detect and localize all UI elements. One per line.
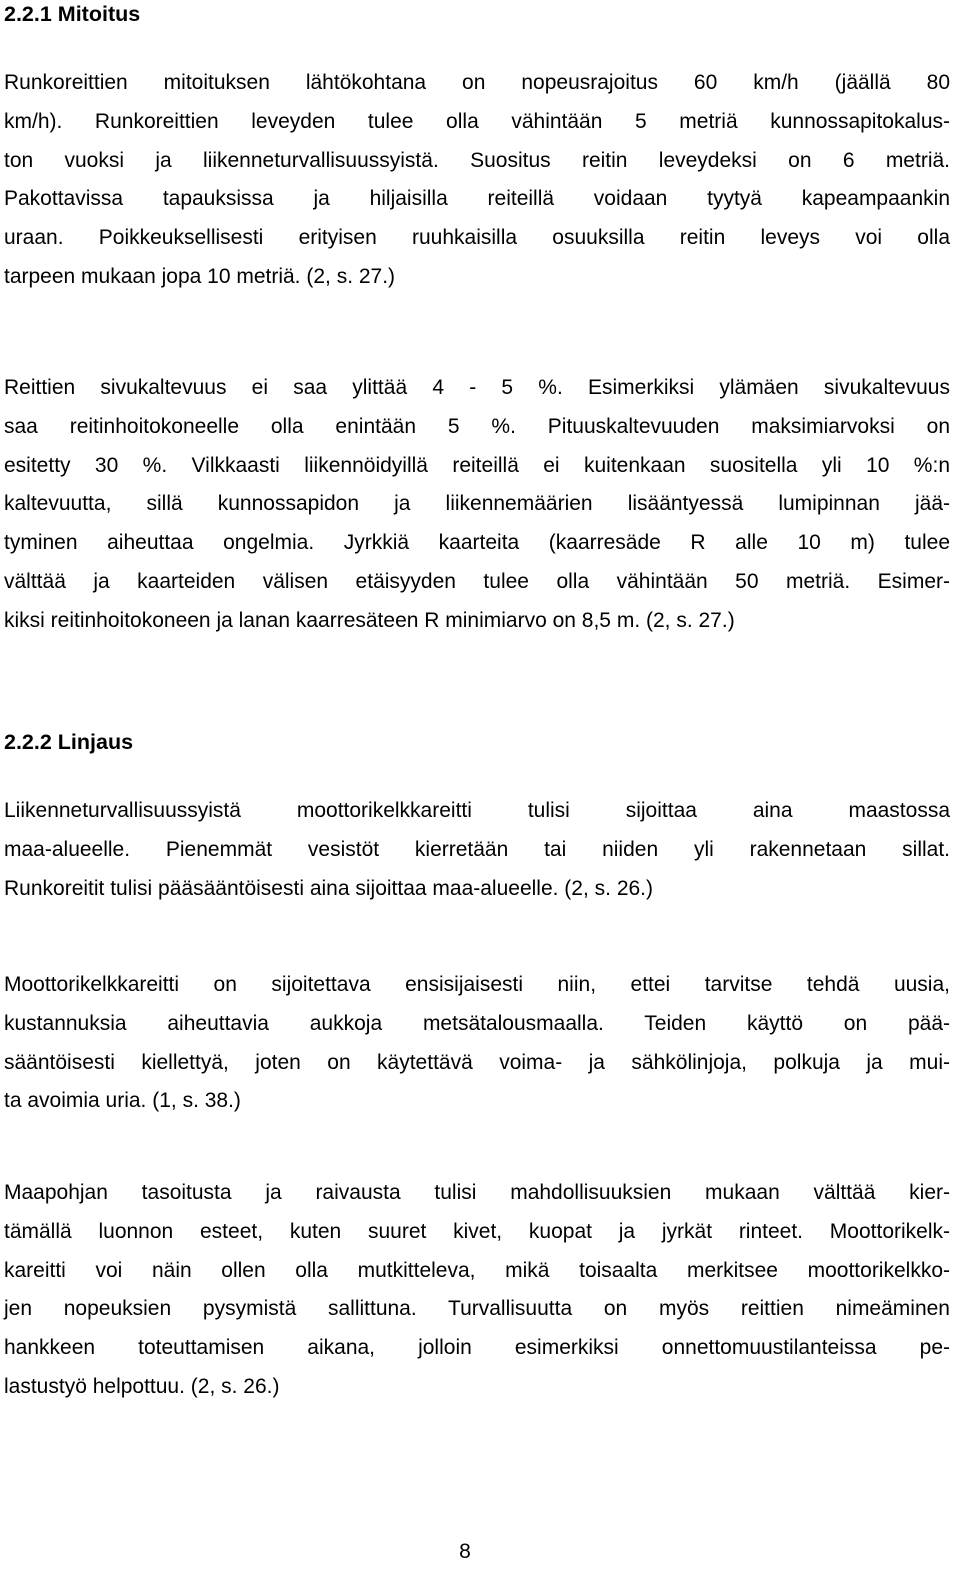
paragraph-line: Pakottavissa tapauksissa ja hiljaisilla reiteillä voidaan tyytyä kapeampaankin xyxy=(4,187,950,211)
paragraph-line: ta avoimia uria. (1, s. 38.) xyxy=(4,1089,241,1113)
paragraph-line: kiksi reitinhoitokoneen ja lanan kaarresäteen R minimiarvo on 8,5 m. (2, s. 27.) xyxy=(4,608,735,632)
paragraph-line: Maapohjan tasoitusta ja raivausta tulisi mahdollisuuksien mukaan välttää kier- xyxy=(4,1181,950,1204)
paragraph-line: hankkeen toteuttamisen aikana, jolloin esimerkiksi onnettomuustilanteissa pe- xyxy=(4,1336,950,1360)
paragraph-line: Runkoreittien mitoituksen lähtökohtana on nopeusrajoitus 60 km/h (jäällä 80 xyxy=(4,71,950,94)
paragraph-line: tyminen aiheuttaa ongelmia. Jyrkkiä kaarteita (kaarresäde R alle 10 m) tulee xyxy=(4,531,950,555)
paragraph-line: saa reitinhoitokoneelle olla enintään 5 %. Pituuskaltevuuden maksimiarvoksi on xyxy=(4,414,950,438)
paragraph-line: kaltevuutta, sillä kunnossapidon ja liikennemäärien lisääntyessä lumipinnan jää- xyxy=(4,492,950,516)
paragraph-mitoitus-1 xyxy=(4,64,950,297)
paragraph-line: kustannuksia aiheuttavia aukkoja metsätalousmaalla. Teiden käyttö on pää- xyxy=(4,1011,950,1035)
paragraph-line: esitetty 30 %. Vilkkaasti liikennöidyillä reiteillä ei kuitenkaan suositella yli 10 %:n xyxy=(4,453,950,477)
paragraph-line: sääntöisesti kiellettyä, joten on käytettävä voima- ja sähkölinjoja, polkuja ja mui- xyxy=(4,1050,950,1074)
paragraph-line: tarpeen mukaan jopa 10 metriä. (2, s. 27.) xyxy=(4,264,396,288)
paragraph-linjaus-2 xyxy=(4,966,950,1121)
paragraph-line: välttää ja kaarteiden välisen etäisyyden tulee olla vähintään 50 metriä. Esimer- xyxy=(4,569,950,593)
section-heading-linjaus: 2.2.2 Linjaus xyxy=(4,730,134,754)
paragraph-line: Liikenneturvallisuussyistä moottorikelkkareitti tulisi sijoittaa aina maastossa xyxy=(4,799,950,822)
paragraph-line: lastustyö helpottuu. (2, s. 26.) xyxy=(4,1374,280,1398)
paragraph-line: ton vuoksi ja liikenneturvallisuussyistä. Suositus reitin leveydeksi on 6 metriä. xyxy=(4,148,950,172)
paragraph-line: km/h). Runkoreittien leveyden tulee olla vähintään 5 metriä kunnossapitokalus- xyxy=(4,109,950,133)
paragraph-line: uraan. Poikkeuksellisesti erityisen ruuhkaisilla osuuksilla reitin leveys voi olla xyxy=(4,226,950,250)
paragraph-line: tämällä luonnon esteet, kuten suuret kivet, kuopat ja jyrkät rinteet. Moottorikelk- xyxy=(4,1219,950,1243)
paragraph-line: jen nopeuksien pysymistä sallittuna. Turvallisuutta on myös reittien nimeäminen xyxy=(4,1297,950,1321)
paragraph-line: maa-alueelle. Pienemmät vesistöt kierretään tai niiden yli rakennetaan sillat. xyxy=(4,837,950,861)
paragraph-line: kareitti voi näin ollen olla mutkitteleva, mikä toisaalta merkitsee moottorikelkko- xyxy=(4,1258,950,1282)
paragraph-linjaus-3 xyxy=(4,1174,950,1407)
page-number: 8 xyxy=(459,1540,471,1563)
paragraph-line: Reittien sivukaltevuus ei saa ylittää 4 - 5 %. Esimerkiksi ylämäen sivukaltevuus xyxy=(4,376,950,399)
paragraph-line: Moottorikelkkareitti on sijoitettava ensisijaisesti niin, ettei tarvitse tehdä uusia, xyxy=(4,973,950,996)
section-heading-mitoitus: 2.2.1 Mitoitus xyxy=(4,2,141,26)
paragraph-line: Runkoreitit tulisi pääsääntöisesti aina sijoittaa maa-alueelle. (2, s. 26.) xyxy=(4,876,654,900)
paragraph-linjaus-1 xyxy=(4,792,950,908)
paragraph-mitoitus-2 xyxy=(4,369,950,641)
